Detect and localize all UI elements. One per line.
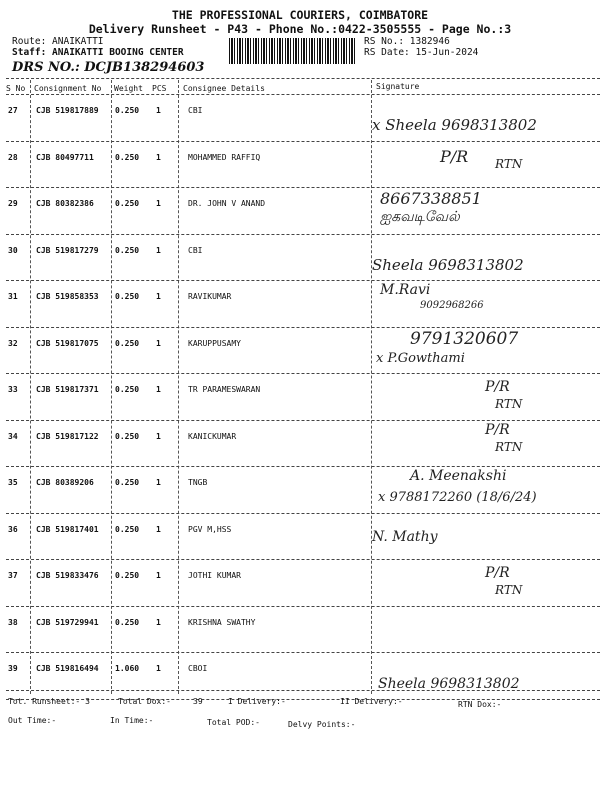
- cell-pcs: 1: [156, 292, 161, 301]
- table-row: [0, 468, 600, 514]
- cell-sno: 29: [8, 199, 18, 208]
- cell-consignee: CBI: [188, 245, 203, 255]
- cell-consignee: DR. JOHN V ANAND: [188, 199, 266, 208]
- cell-weight: 0.250: [115, 478, 140, 487]
- signature-handwriting: RTN: [495, 397, 523, 411]
- cell-pcs: 1: [156, 338, 161, 348]
- row-divider: [6, 280, 600, 281]
- cell-consignment: CJB 519817075: [36, 338, 99, 348]
- cell-consignee: TR PARAMESWARAN: [188, 385, 261, 394]
- cell-pcs: 1: [156, 478, 161, 487]
- signature-handwriting: Sheela 9698313802: [372, 255, 524, 274]
- rs-number: RS No.: 1382946: [364, 36, 450, 47]
- cell-consignment: CJB 519729941: [36, 617, 99, 627]
- table-row: [0, 236, 600, 282]
- cell-consignee: PGV M,HSS: [188, 524, 232, 534]
- signature-handwriting: Sheela 9698313802: [378, 676, 520, 692]
- cell-weight: 0.250: [115, 106, 140, 115]
- cell-consignee: KARUPPUSAMY: [188, 338, 241, 348]
- signature-handwriting: RTN: [495, 439, 523, 454]
- cell-pcs: 1: [156, 385, 161, 394]
- cell-weight: 0.250: [115, 524, 140, 534]
- route-label: Route: ANAIKATTI: [12, 36, 104, 47]
- cell-weight: 0.250: [115, 152, 140, 162]
- cell-consignee: KRISHNA SWATHY: [188, 617, 256, 627]
- footer-divider: [6, 690, 600, 691]
- cell-weight: 1.060: [115, 664, 140, 673]
- cell-consignment: CJB 519817122: [36, 431, 99, 441]
- col-consignee: Consignee Details: [183, 84, 265, 93]
- signature-handwriting: 8667338851: [380, 189, 482, 208]
- row-divider: [6, 699, 600, 700]
- row-divider: [6, 559, 600, 560]
- row-divider: [6, 652, 600, 653]
- cell-consignment: CJB 80497711: [36, 152, 94, 162]
- row-divider: [6, 327, 600, 328]
- table-row: [0, 96, 600, 142]
- i-delivery: I Delivery:-: [228, 697, 286, 706]
- cell-pcs: 1: [156, 571, 161, 580]
- barcode-image: [229, 38, 355, 64]
- table-row: [0, 189, 600, 235]
- column-header-divider: [6, 94, 600, 95]
- total-dox-value: 39: [193, 697, 203, 706]
- rs-date: RS Date: 15-Jun-2024: [364, 47, 479, 58]
- row-divider: [6, 466, 600, 467]
- cell-pcs: 1: [156, 664, 161, 673]
- delvy-points: Delvy Points:-: [288, 720, 356, 729]
- cell-sno: 38: [8, 617, 18, 627]
- drs-number: DRS NO.: DCJB138294603: [12, 60, 205, 75]
- staff-label: Staff: ANAIKATTI BOOING CENTER: [12, 47, 184, 58]
- tot-runsheet: Tot. Runsheet:- 3: [8, 697, 90, 706]
- cell-weight: 0.250: [115, 617, 140, 627]
- cell-sno: 36: [8, 524, 18, 534]
- cell-weight: 0.250: [115, 292, 140, 301]
- cell-sno: 33: [8, 385, 18, 394]
- table-row: [0, 608, 600, 654]
- cell-consignment: CJB 519817279: [36, 245, 99, 255]
- cell-consignment: CJB 519833476: [36, 571, 99, 580]
- cell-pcs: 1: [156, 245, 161, 255]
- cell-sno: 31: [8, 292, 18, 301]
- table-row: [0, 654, 600, 700]
- cell-weight: 0.250: [115, 385, 140, 394]
- signature-handwriting: P/R: [440, 146, 469, 166]
- cell-weight: 0.250: [115, 571, 140, 580]
- cell-consignment: CJB 519817401: [36, 524, 99, 534]
- row-divider: [6, 373, 600, 374]
- ii-delivery: II Delivery:-: [340, 697, 403, 706]
- cell-pcs: 1: [156, 106, 161, 115]
- col-consignment: Consignment No: [34, 84, 102, 93]
- signature-handwriting: 9092968266: [420, 300, 484, 311]
- cell-weight: 0.250: [115, 199, 140, 208]
- total-pod: Total POD:-: [207, 718, 260, 727]
- table-row: [0, 282, 600, 328]
- col-sno: S No: [6, 84, 26, 93]
- signature-handwriting: P/R: [485, 421, 510, 438]
- cell-consignee: KANICKUMAR: [188, 431, 237, 441]
- rtn-dox: RTN Dox:-: [458, 700, 502, 709]
- row-divider: [6, 606, 600, 607]
- signature-handwriting: RTN: [495, 583, 523, 597]
- cell-consignee: MOHAMMED RAFFIQ: [188, 152, 261, 162]
- cell-sno: 30: [8, 245, 18, 255]
- total-dox-label: Total Dox:-: [118, 697, 171, 706]
- table-row: [0, 515, 600, 561]
- col-pcs: PCS: [152, 84, 167, 93]
- header-divider: [6, 78, 600, 79]
- cell-sno: 34: [8, 431, 18, 441]
- row-divider: [6, 187, 600, 188]
- cell-sno: 28: [8, 152, 18, 162]
- cell-consignee: CBI: [188, 106, 203, 115]
- table-row: [0, 375, 600, 421]
- signature-handwriting: M.Ravi: [380, 282, 431, 298]
- cell-sno: 32: [8, 338, 18, 348]
- cell-weight: 0.250: [115, 245, 140, 255]
- row-divider: [6, 420, 600, 421]
- col-signature: Signature: [376, 82, 420, 91]
- signature-handwriting: P/R: [485, 379, 510, 395]
- table-row: [0, 561, 600, 607]
- signature-handwriting: P/R: [485, 565, 510, 581]
- cell-sno: 37: [8, 571, 18, 580]
- cell-consignment: CJB 519858353: [36, 292, 99, 301]
- row-divider: [6, 141, 600, 142]
- signature-handwriting: ஐகவடிவேல்: [380, 209, 460, 225]
- signature-handwriting: A. Meenakshi: [410, 468, 507, 484]
- out-time: Out Time:-: [8, 716, 57, 725]
- cell-consignee: JOTHI KUMAR: [188, 571, 241, 580]
- table-row: [0, 143, 600, 189]
- row-divider: [6, 513, 600, 514]
- cell-sno: 35: [8, 478, 18, 487]
- cell-consignee: RAVIKUMAR: [188, 292, 232, 301]
- cell-pcs: 1: [156, 199, 161, 208]
- cell-consignee: TNGB: [188, 478, 208, 487]
- cell-sno: 39: [8, 664, 18, 673]
- signature-handwriting: N. Mathy: [372, 528, 438, 545]
- cell-pcs: 1: [156, 152, 161, 162]
- in-time: In Time:-: [110, 716, 154, 725]
- signature-handwriting: x Sheela 9698313802: [372, 116, 537, 134]
- cell-consignee: CBOI: [188, 664, 208, 673]
- cell-pcs: 1: [156, 431, 161, 441]
- cell-consignment: CJB 519817889: [36, 106, 99, 115]
- signature-handwriting: x P.Gowthami: [376, 350, 465, 366]
- cell-sno: 27: [8, 106, 18, 115]
- signature-handwriting: x 9788172260 (18/6/24): [378, 490, 537, 505]
- cell-consignment: CJB 519816494: [36, 664, 99, 673]
- cell-consignment: CJB 80389206: [36, 478, 94, 487]
- cell-consignment: CJB 80382386: [36, 199, 94, 208]
- cell-pcs: 1: [156, 524, 161, 534]
- cell-weight: 0.250: [115, 431, 140, 441]
- cell-pcs: 1: [156, 617, 161, 627]
- signature-handwriting: RTN: [495, 156, 523, 171]
- signature-handwriting: 9791320607: [410, 328, 519, 349]
- col-weight: Weight: [114, 84, 143, 93]
- cell-consignment: CJB 519817371: [36, 385, 99, 394]
- cell-weight: 0.250: [115, 338, 140, 348]
- row-divider: [6, 234, 600, 235]
- table-row: [0, 422, 600, 468]
- table-row: [0, 329, 600, 375]
- runsheet-title: Delivery Runsheet - P43 - Phone No.:0422-3505555 - Page No.:3: [88, 22, 512, 36]
- company-title: THE PROFESSIONAL COURIERS, COIMBATORE: [171, 8, 429, 22]
